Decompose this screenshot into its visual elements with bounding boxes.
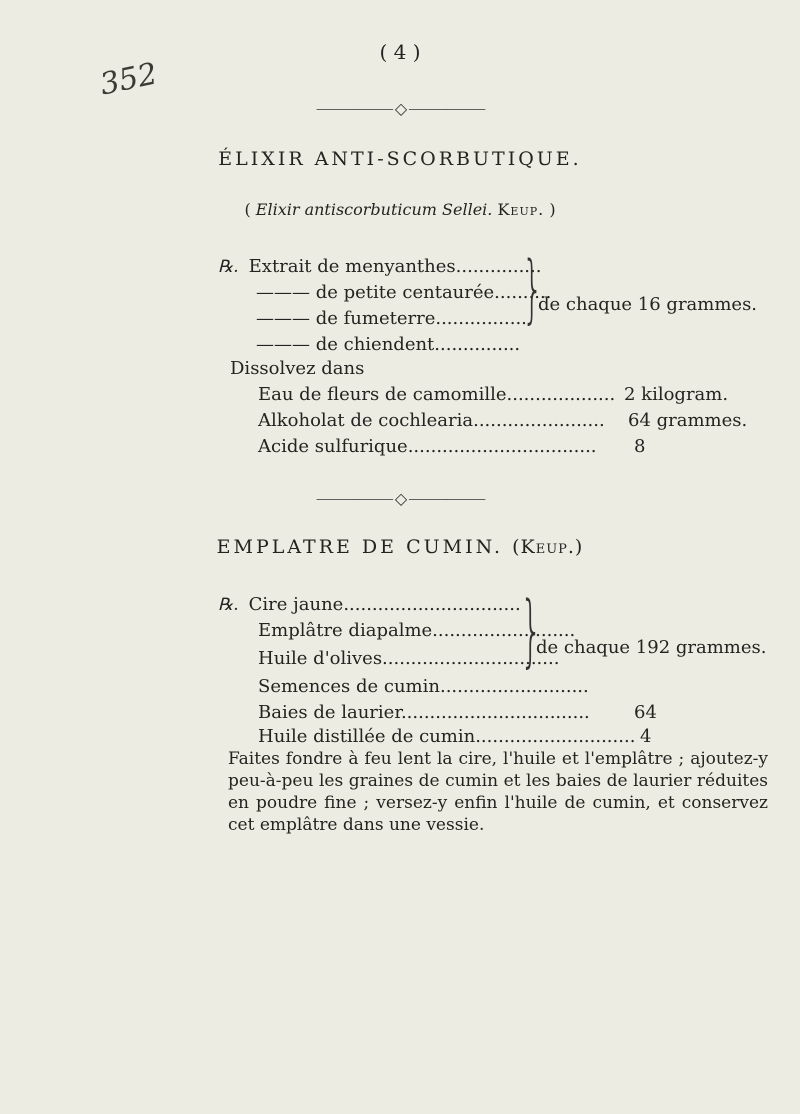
grouped-quantity: de chaque 192 grammes. [536, 637, 767, 658]
ingredient-line: Emplâtre diapalme......................... [258, 620, 576, 641]
ingredient-qty: 4 [640, 726, 652, 747]
solvent-line: Eau de fleurs de camomille................... [258, 384, 616, 405]
solvent-qty: 8 [634, 436, 646, 457]
author-name: Keup. [497, 200, 545, 219]
ingredient-line: ℞. Extrait de menyanthes............... [218, 256, 542, 277]
ingredient-line: ℞. Cire jaune............................... [218, 594, 521, 615]
ingredient-line: ——— de fumeterre................ [256, 308, 527, 329]
ingredient-line: Huile d'olives............................... [258, 648, 560, 669]
page-number: ( 4 ) [379, 40, 421, 64]
ingredient-line: ——— de petite centaurée.......... [256, 282, 552, 303]
ingredient-qty: 64 [634, 702, 657, 723]
brace: } [520, 586, 543, 676]
ornamental-rule: ⸻⸻ ◇ ⸻⸻ [315, 99, 485, 118]
section-title: EMPLATRE DE CUMIN. (Keup.) [216, 536, 584, 558]
ingredient-line: Semences de cumin.......................... [258, 676, 589, 697]
author-name: (Keup.) [512, 536, 584, 558]
ornamental-rule: ⸻⸻ ◇ ⸻⸻ [315, 489, 485, 508]
solvent-qty: 64 grammes. [628, 410, 748, 431]
latin-name: Elixir antiscorbuticum Sellei. [255, 200, 493, 219]
recipe-symbol: ℞. [218, 257, 239, 277]
recipe-symbol: ℞. [218, 595, 239, 615]
handwritten-mark: 352 [96, 56, 161, 103]
ingredient-line: Huile distillée de cumin............................ [258, 726, 636, 747]
solvent-line: Acide sulfurique................................. [258, 436, 597, 457]
dissolve-label: Dissolvez dans [230, 358, 365, 379]
solvent-line: Alkoholat de cochlearia....................... [258, 410, 605, 431]
section-subtitle: ( Elixir antiscorbuticum Sellei. Keup. ) [244, 200, 556, 219]
solvent-qty: 2 kilogram. [624, 384, 729, 405]
ingredient-line: Baies de laurier................................. [258, 702, 590, 723]
ingredient-line: ——— de chiendent............... [256, 334, 521, 355]
instructions-paragraph: Faites fondre à feu lent la cire, l'huile et l'emplâtre ; ajoutez-y peu-à-peu les graines de cumin et les baies de laurier réduites en poudre fine ; versez-y enfin l'huile de cumin, et conservez cet emplâtre dans une vessie. [228, 749, 768, 835]
brace: } [522, 246, 544, 332]
section-title: ÉLIXIR ANTI-SCORBUTIQUE. [218, 148, 582, 170]
grouped-quantity: de chaque 16 grammes. [538, 294, 758, 315]
